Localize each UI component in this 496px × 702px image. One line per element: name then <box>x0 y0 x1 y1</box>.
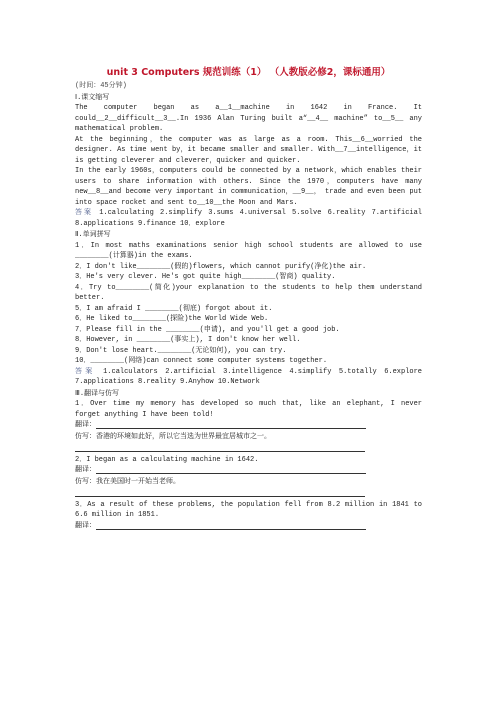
answer-line[interactable] <box>75 443 365 452</box>
vocab-item: 6．He liked to________(探险)the World Wide Web. <box>75 315 269 323</box>
imitation-prompt: 仿写：我在美国时一开始当老师。 <box>75 478 180 486</box>
imitation-prompt: 仿写：香港的环境如此好，所以它当选为世界最宜居城市之一。 <box>75 433 271 441</box>
vocab-item: 7．Please fill in the ________(申请), and you'll get a good job. <box>75 325 340 334</box>
summary-paragraph: At the beginning，the computer was as large as a room. This__6__worried the designer. As time went by，it became smaller and smaller. With__7__intelligence，it is getting cleverer and cleverer，quicker and quicker. <box>75 135 422 165</box>
summary-paragraph: In the early 1960s，computers could be connected by a network，which enables their users to share information with others. Since the 1970，computers have many new__8__and become very important in communication，__9__， trade and even been put into space rocket and sent to__10__the Moon and Mars. <box>75 167 422 207</box>
worksheet-page <box>75 66 422 533</box>
answer-key-summary <box>75 208 422 229</box>
answer-text: 1.calculating 2.simplify 3.sums 4.universal 5.solve 6.reality 7.artificial 8.applications 9.finance 10．explore <box>75 209 423 228</box>
translation-answer-row <box>75 521 422 533</box>
page-title: unit 3 Computers 规范训练（1） （人教版必修2，课标通用） <box>106 67 391 78</box>
vocab-item: 1．In most maths examinations senior high school students are allowed to use ________(计算器)in the exams. <box>75 241 422 260</box>
answer-line[interactable] <box>75 488 365 497</box>
answer-label: 答案 <box>75 367 96 376</box>
answer-label: 答案 <box>75 209 93 217</box>
section-heading-translation: Ⅲ.翻译与仿写 <box>75 389 120 398</box>
vocab-item: 3．He's very clever. He's got quite high________(智商) quality. <box>75 273 336 281</box>
answer-line[interactable] <box>96 465 366 474</box>
vocab-item: 9．Don't lose heart.________(无论如何), you can try. <box>75 346 287 355</box>
vocab-item: 4．Try to________(简化)your explanation to the students to help them understand better. <box>75 283 422 302</box>
vocab-item: 8．However, in ________(事实上), I don't know her well. <box>75 336 301 344</box>
translation-label: 翻译： <box>75 521 96 530</box>
translation-answer-row <box>75 465 422 477</box>
section-heading-summary: Ⅰ.课文缩写 <box>75 93 110 102</box>
vocab-item: 2．I don't like________(假的)flowers, which cannot purify(净化)the air. <box>75 262 367 271</box>
answer-text: 1.calculators 2.artificial 3.intelligence 4.simplify 5.totally 6.explore 7.applications 8.reality 9.Anyhow 10.Network <box>75 367 423 386</box>
summary-paragraph: The computer began as a__1__machine in 1642 in France. It could__2__difficult__3__.In 1936 Alan Turing built a“__4__ machine” to__5__ any mathematical problem. <box>75 104 422 133</box>
translation-question: 3．As a result of these problems, the population fell from 8.2 million in 1841 to 6.6 million in 1851. <box>75 500 422 519</box>
translation-label: 翻译： <box>75 466 96 474</box>
section-heading-vocab: Ⅱ.单词拼写 <box>75 231 111 239</box>
translation-answer-row <box>75 420 422 432</box>
translation-label: 翻译： <box>75 421 96 429</box>
translation-question: 1．Over time my memory has developed so much that, like an elephant, I never forget anything I have been told! <box>75 400 422 419</box>
vocab-item: 5．I am afraid I ________(彻底) forgot about it. <box>75 304 273 313</box>
time-limit: (时间：45分钟) <box>75 82 127 90</box>
answer-line[interactable] <box>96 420 366 429</box>
translation-question: 2．I began as a calculating machine in 1642. <box>75 455 259 464</box>
vocab-item: 10．________(网络)can connect some computer systems together. <box>75 357 328 365</box>
answer-key-vocab <box>75 367 422 388</box>
answer-line[interactable] <box>96 521 366 530</box>
